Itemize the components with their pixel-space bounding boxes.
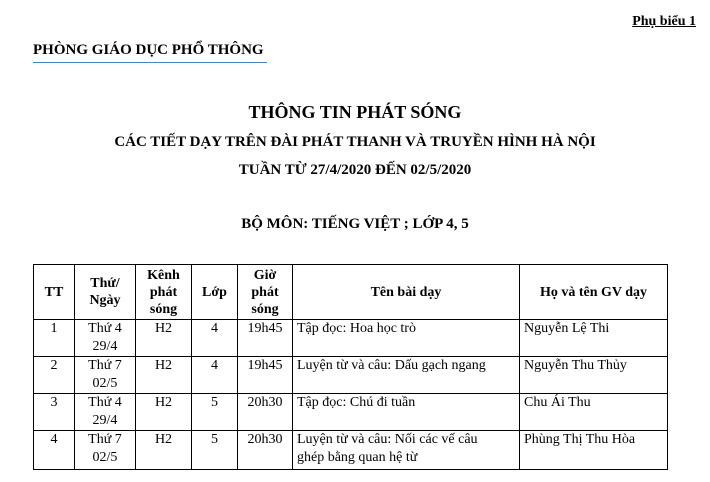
appendix-label: Phụ biểu 1 xyxy=(632,14,696,29)
cell-lesson: Luyện từ và câu: Dấu gạch ngang xyxy=(293,357,520,394)
cell-time: 20h30 xyxy=(238,394,293,431)
cell-teacher: Nguyễn Lệ Thi xyxy=(520,320,668,357)
cell-channel: H2 xyxy=(136,357,192,394)
cell-grade: 5 xyxy=(192,394,238,431)
schedule-table xyxy=(33,264,668,470)
header-day: Thứ/ Ngày xyxy=(75,265,136,320)
table-row xyxy=(34,320,668,357)
department-name: PHÒNG GIÁO DỤC PHỔ THÔNG xyxy=(33,42,264,58)
cell-teacher: Phùng Thị Thu Hòa xyxy=(520,431,668,470)
table-header-row xyxy=(34,265,668,320)
subtitle-week: TUẦN TỪ 27/4/2020 ĐẾN 02/5/2020 xyxy=(238,162,472,178)
subject-heading: BỘ MÔN: TIẾNG VIỆT ; LỚP 4, 5 xyxy=(241,216,469,232)
header-lesson: Tên bài dạy xyxy=(293,265,520,320)
cell-grade: 4 xyxy=(192,357,238,394)
cell-grade: 4 xyxy=(192,320,238,357)
cell-day: Thứ 7 02/5 xyxy=(75,431,136,470)
cell-channel: H2 xyxy=(136,394,192,431)
cell-time: 19h45 xyxy=(238,357,293,394)
cell-tt: 3 xyxy=(34,394,75,431)
cell-tt: 2 xyxy=(34,357,75,394)
department-underline xyxy=(33,62,267,63)
cell-lesson: Luyện từ và câu: Nối các vế câu ghép bằng quan hệ từ xyxy=(293,431,520,470)
header-channel: Kênh phát sóng xyxy=(136,265,192,320)
subtitle-broadcaster: CÁC TIẾT DẠY TRÊN ĐÀI PHÁT THANH VÀ TRUYỀN HÌNH HÀ NỘI xyxy=(114,134,596,150)
cell-time: 19h45 xyxy=(238,320,293,357)
cell-teacher: Nguyễn Thu Thủy xyxy=(520,357,668,394)
cell-tt: 4 xyxy=(34,431,75,470)
cell-lesson: Tập đọc: Hoa học trò xyxy=(293,320,520,357)
header-grade: Lớp xyxy=(192,265,238,320)
cell-channel: H2 xyxy=(136,320,192,357)
table-row xyxy=(34,357,668,394)
header-tt: TT xyxy=(34,265,75,320)
cell-teacher: Chu Ái Thu xyxy=(520,394,668,431)
table-row xyxy=(34,431,668,470)
cell-day: Thứ 7 02/5 xyxy=(75,357,136,394)
cell-day: Thứ 4 29/4 xyxy=(75,320,136,357)
cell-day: Thứ 4 29/4 xyxy=(75,394,136,431)
cell-channel: H2 xyxy=(136,431,192,470)
main-title: THÔNG TIN PHÁT SÓNG xyxy=(248,102,462,122)
header-time: Giờ phát sóng xyxy=(238,265,293,320)
cell-time: 20h30 xyxy=(238,431,293,470)
cell-grade: 5 xyxy=(192,431,238,470)
cell-tt: 1 xyxy=(34,320,75,357)
header-teacher: Họ và tên GV dạy xyxy=(520,265,668,320)
cell-lesson: Tập đọc: Chú đi tuần xyxy=(293,394,520,431)
table-row xyxy=(34,394,668,431)
